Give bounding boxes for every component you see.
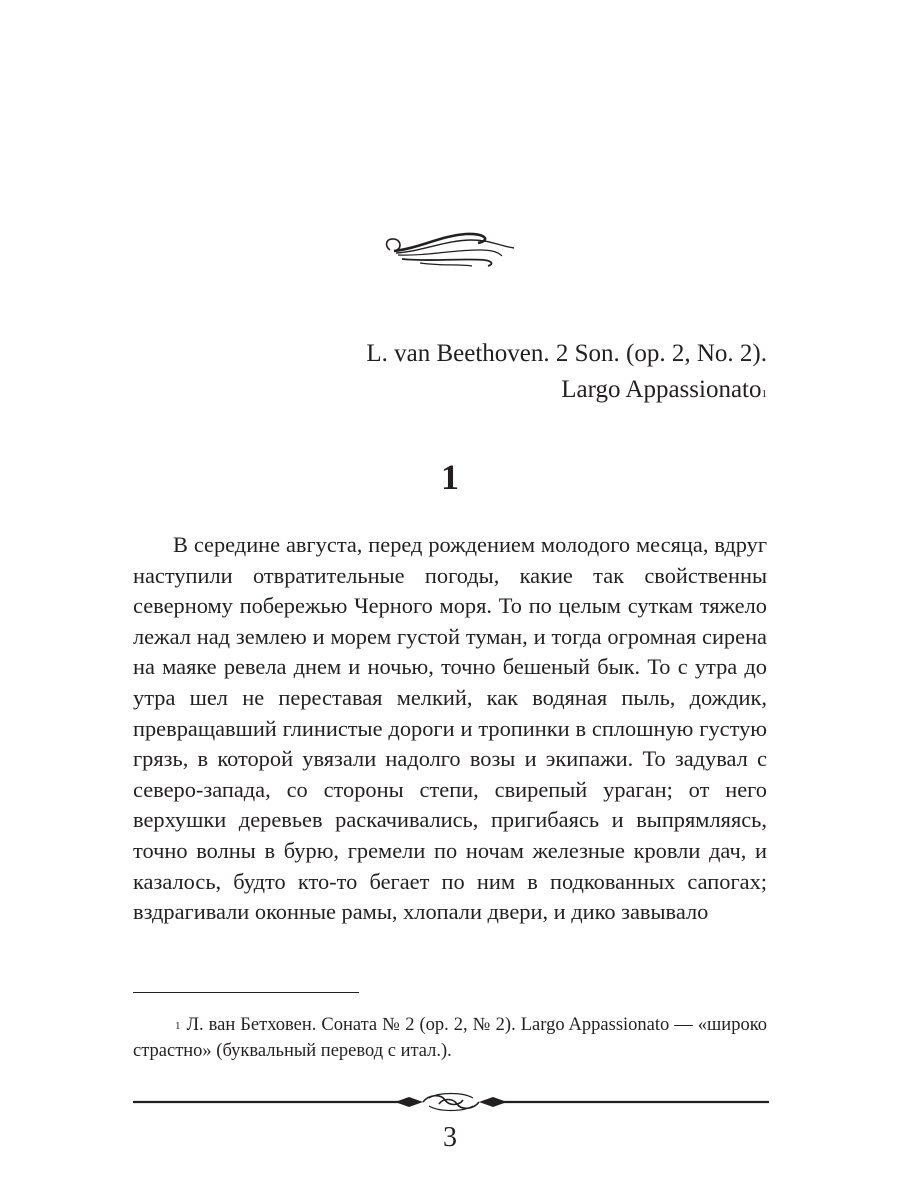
decorative-rule-icon: [133, 1088, 769, 1116]
epigraph-tempo: Largo Appassionato: [561, 376, 762, 403]
flourish-ornament-icon: [380, 226, 520, 272]
footnote-text: Л. ван Бетховен. Соната № 2 (ор. 2, № 2). Largo Appassionato — «широко страстно» (буквальный перевод с итал.).: [133, 1015, 767, 1061]
epigraph-line-2: [366, 372, 767, 408]
footnote-reference[interactable]: 1: [761, 388, 767, 400]
epigraph: [366, 336, 767, 408]
footnote-divider: [133, 992, 359, 993]
chapter-number: 1: [441, 457, 459, 497]
page-number: 3: [443, 1122, 457, 1153]
footnote-number: 1: [175, 1020, 181, 1032]
footnote: [133, 1012, 767, 1064]
body-paragraph: В середине августа, перед рождением молодого месяца, вдруг наступили отвратительные погоды, какие так свойственны северному побережью Черного моря. То по целым суткам тяжело лежал над землею и морем густой туман, и тогда огромная сирена на маяке ревела днем и ночью, точно бешеный бык. То с утра до утра шел не переставая мелкий, как водяная пыль, дождик, превращавший глинистые дороги и тропинки в сплошную густую грязь, в которой увязали надолго возы и экипажи. То задувал с северо-запада, со стороны степи, свирепый ураган; от него верхушки деревьев раскачивались, пригибаясь и выпрямляясь, точно волны в бурю, гремели по ночам железные кровли дач, и казалось, будто кто-то бегает по ним в подкованных сапогах; вздрагивали оконные рамы, хлопали двери, и дико завывало: [133, 532, 767, 925]
epigraph-line-1: L. van Beethoven. 2 Son. (op. 2, No. 2).: [366, 340, 767, 367]
